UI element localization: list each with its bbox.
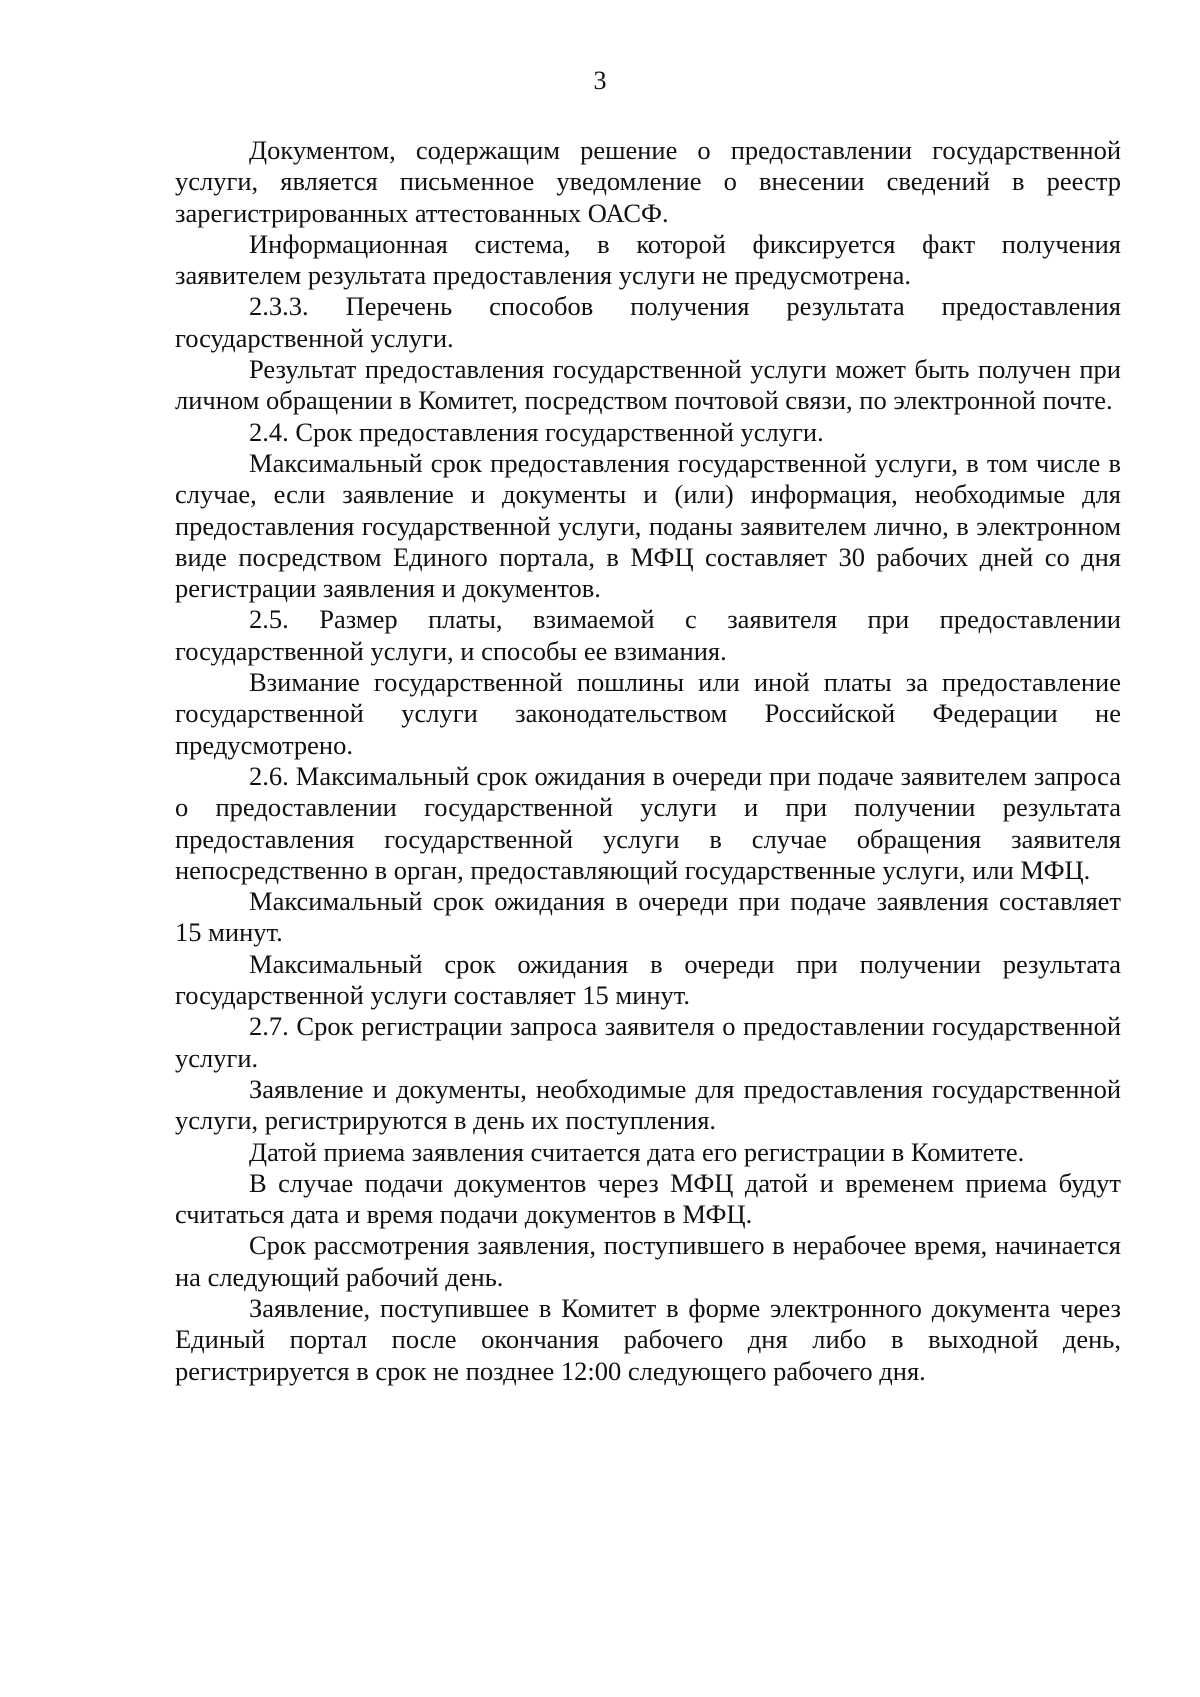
paragraph-acceptance-date: Датой приема заявления считается дата его регистрации в Комитете. bbox=[249, 1136, 1025, 1167]
paragraph-2-4-heading: 2.4. Срок предоставления государственной услуги. bbox=[249, 416, 824, 447]
page-number: 3 bbox=[593, 66, 607, 95]
paragraph-result-methods: Результат предоставления государственной услуги может быть получен при личном обращении в Комитет, посредством почтовой связи, по электронной почте. bbox=[175, 354, 1121, 416]
paragraph-fee: Взимание государственной пошлины или иной платы за предоставление государственной услуги законодательством Российской Федерации не предусмотрено. bbox=[175, 667, 1121, 760]
paragraph-decision-document: Документом, содержащим решение о предоставлении государственной услуги, является письменное уведомление о внесении сведений в реестр зарегистрированных аттестованных ОАСФ. bbox=[175, 135, 1121, 228]
document-body bbox=[175, 135, 1121, 1387]
paragraph-2-5-heading: 2.5. Размер платы, взимаемой с заявителя при предоставлении государственной услуги, и способы ее взимания. bbox=[175, 604, 1121, 666]
paragraph-mfc-submission: В случае подачи документов через МФЦ датой и временем приема будут считаться дата и время подачи документов в МФЦ. bbox=[175, 1167, 1121, 1230]
paragraph-queue-result: Максимальный срок ожидания в очереди при получении результата государственной услуги составляет 15 минут. bbox=[175, 948, 1121, 1011]
paragraph-queue-submit: Максимальный срок ожидания в очереди при подаче заявления составляет 15 минут. bbox=[175, 886, 1121, 948]
paragraph-max-term: Максимальный срок предоставления государственной услуги, в том числе в случае, если заявление и документы и (или) информация, необходимые для предоставления государственной услуги, поданы заявителем лично, в электронном виде посредством Единого портала, в МФЦ составляет 30 рабочих дней со дня регистрации заявления и документов. bbox=[175, 447, 1121, 604]
paragraph-2-7-heading: 2.7. Срок регистрации запроса заявителя о предоставлении государственной услуги. bbox=[175, 1011, 1121, 1073]
paragraph-2-6-heading: 2.6. Максимальный срок ожидания в очереди при подаче заявителем запроса о предоставлении государственной услуги и при получении результата предоставления государственной услуги в случае обращения заявителя непосредственно в орган, предоставляющий государственные услуги, или МФЦ. bbox=[175, 760, 1121, 885]
paragraph-electronic-submission: Заявление, поступившее в Комитет в форме электронного документа через Единый портал после окончания рабочего дня либо в выходной день, регистрируется в срок не позднее 12:00 следующего рабочего дня. bbox=[175, 1292, 1121, 1386]
paragraph-2-3-3-heading: 2.3.3. Перечень способов получения результата предоставления государственной услуги. bbox=[175, 291, 1121, 353]
paragraph-nonworking-time: Срок рассмотрения заявления, поступившего в нерабочее время, начинается на следующий рабочий день. bbox=[175, 1230, 1121, 1292]
paragraph-information-system: Информационная система, в которой фиксируется факт получения заявителем результата предоставления услуги не предусмотрена. bbox=[175, 228, 1121, 291]
paragraph-registration-day: Заявление и документы, необходимые для предоставления государственной услуги, регистрируются в день их поступления. bbox=[175, 1073, 1121, 1136]
